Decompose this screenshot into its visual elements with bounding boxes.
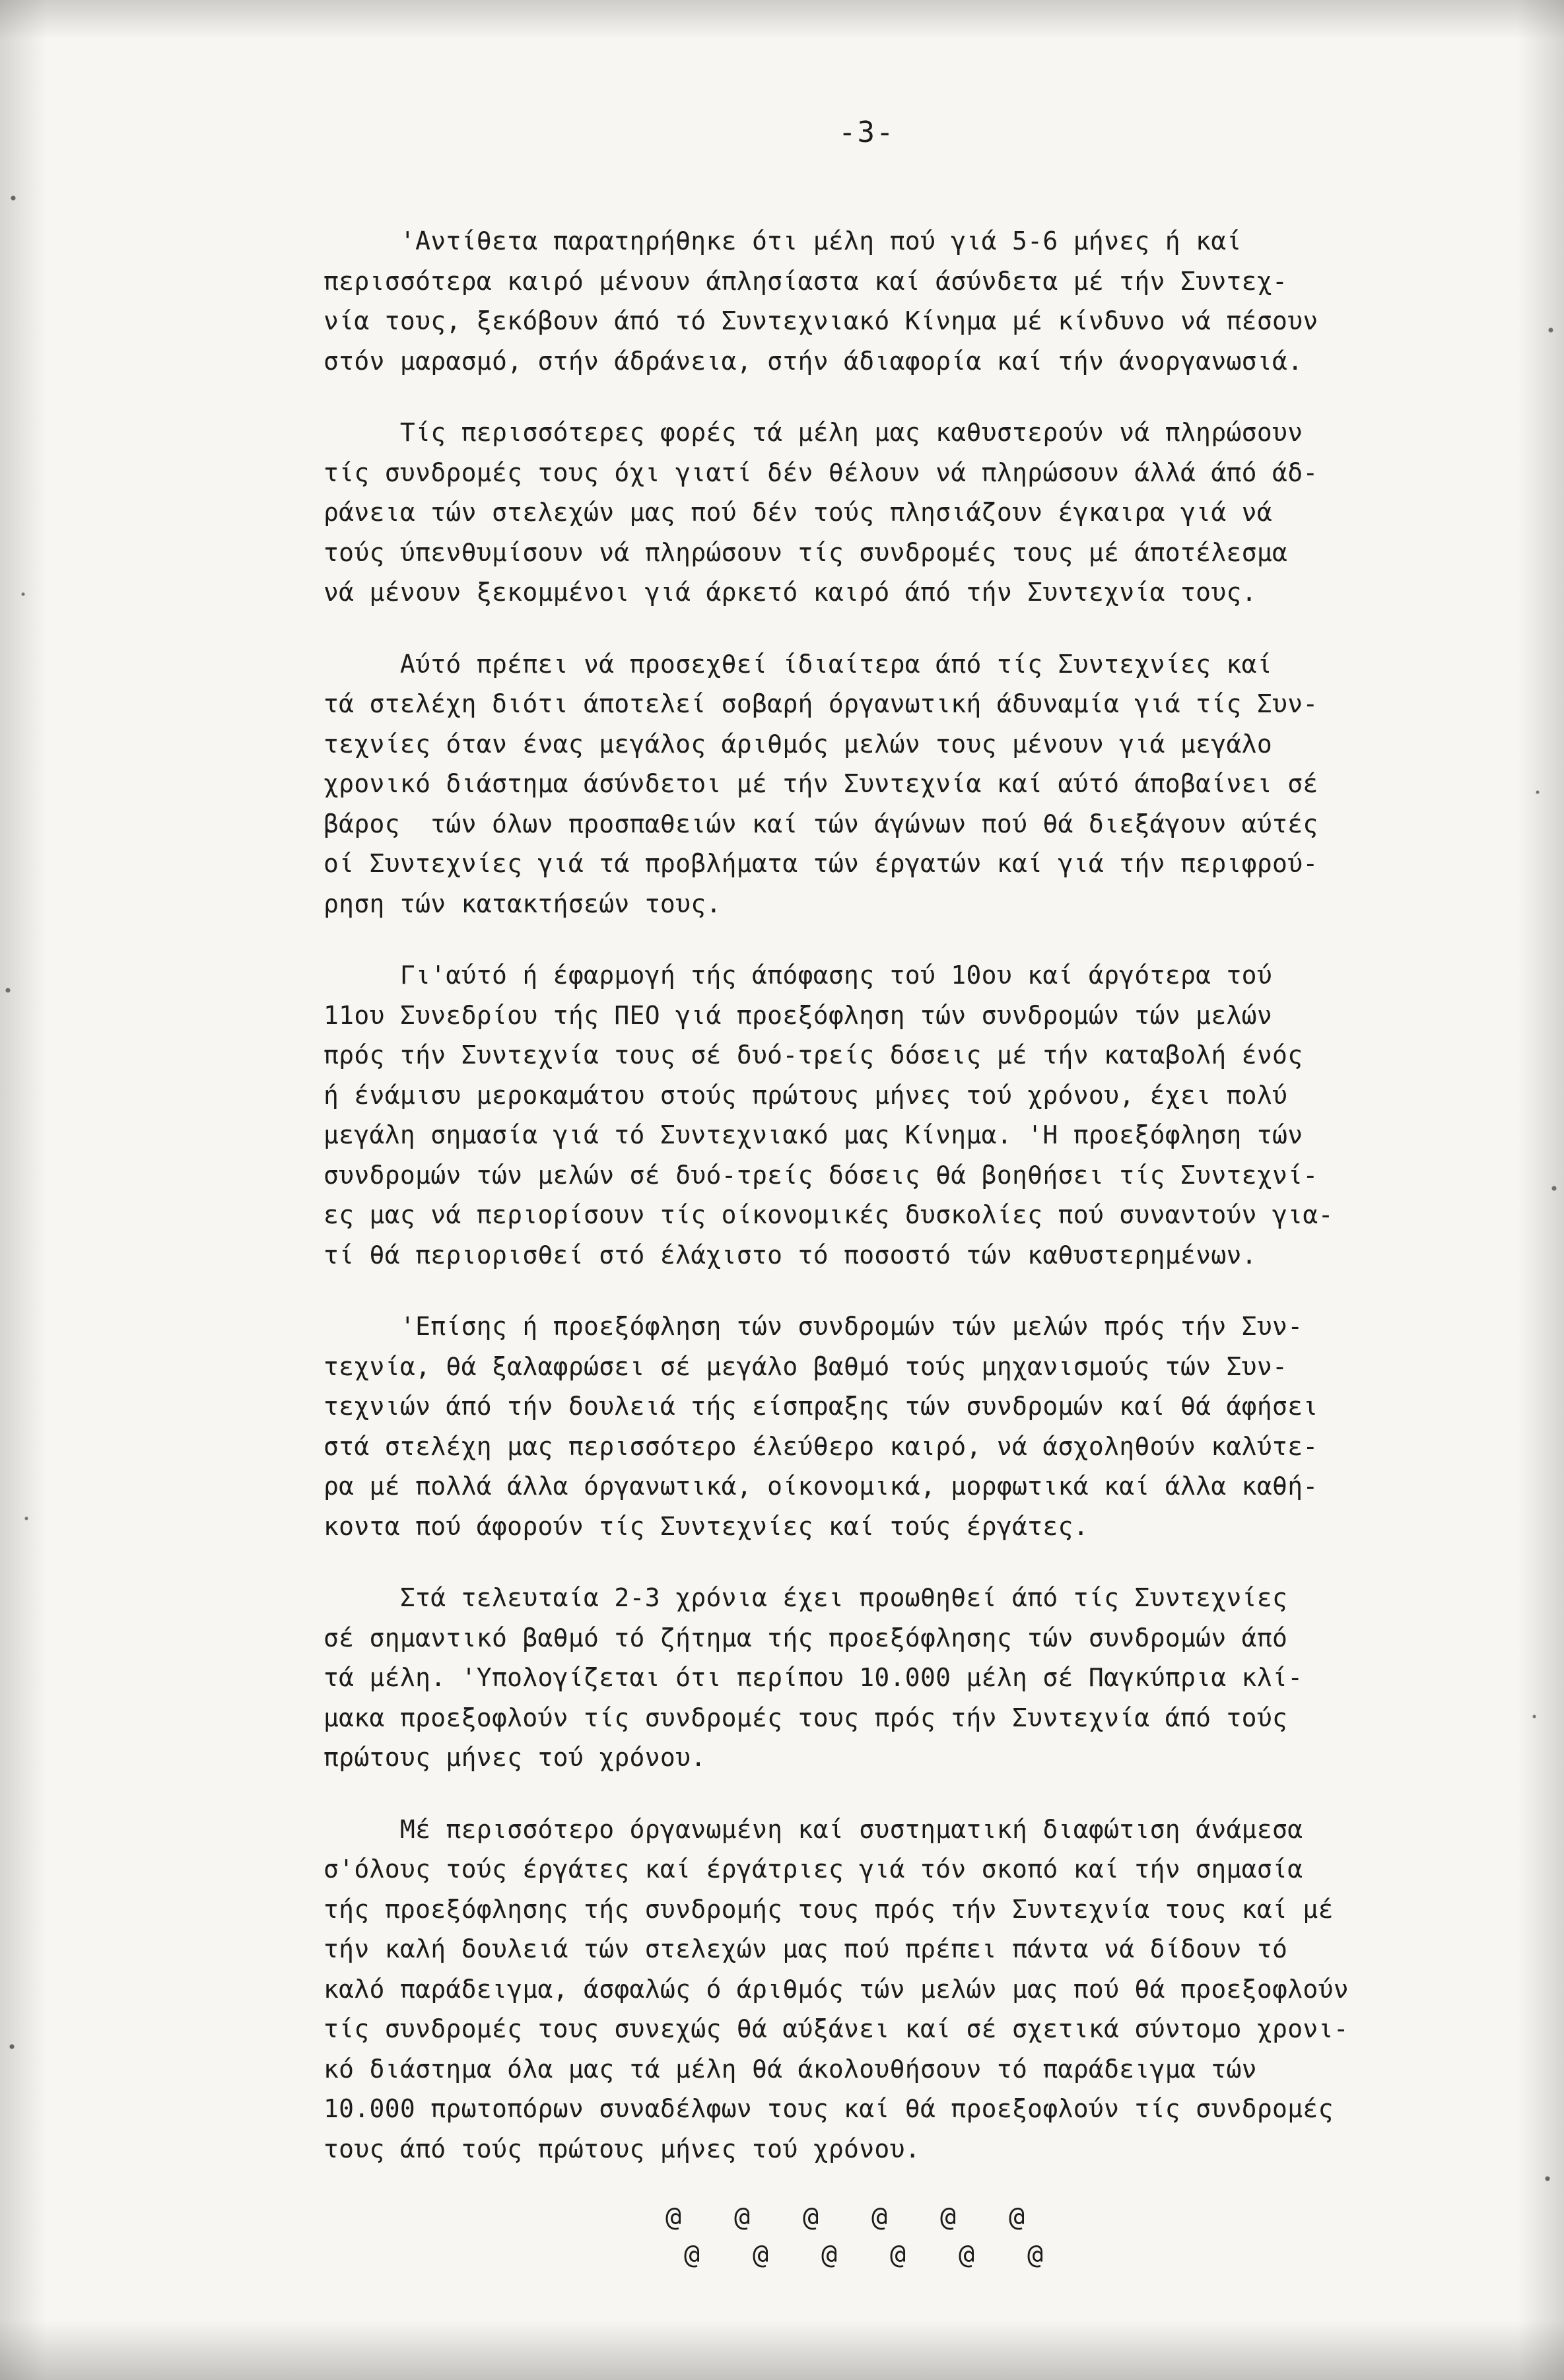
text-line: τους άπό τούς πρώτους μήνες τού χρόνου. xyxy=(323,2134,920,2163)
ornament-at-symbol: @ xyxy=(871,2202,888,2232)
ornament-at-symbol: @ xyxy=(958,2239,975,2270)
ornament-at-symbol: @ xyxy=(752,2239,769,2270)
text-line: Αύτό πρέπει νά προσεχθεί ίδιαίτερα άπό τίς Συντεχνίες καί xyxy=(323,649,1273,679)
ornament-at-symbol: @ xyxy=(665,2202,682,2232)
text-line: Στά τελευταία 2-3 χρόνια έχει προωθηθεί άπό τίς Συντεχνίες xyxy=(323,1583,1288,1612)
text-line: 'Επίσης ή προεξόφληση τών συνδρομών τών μελών πρός τήν Συν- xyxy=(323,1312,1303,1341)
text-line: βάρος τών όλων προσπαθειών καί τών άγώνων πού θά διεξάγουν αύτές xyxy=(323,809,1318,838)
ornament-at-symbol: @ xyxy=(802,2202,819,2232)
paragraph xyxy=(323,955,1485,1275)
text-line: τά στελέχη διότι άποτελεί σοβαρή όργανωτική άδυναμία γιά τίς Συν- xyxy=(323,689,1318,718)
text-line: στά στελέχη μας περισσότερο έλεύθερο καιρό, νά άσχοληθούν καλύτε- xyxy=(323,1431,1318,1461)
text-line: Τίς περισσότερες φορές τά μέλη μας καθυστερούν νά πληρώσουν xyxy=(323,418,1303,447)
text-line: 'Αντίθετα παρατηρήθηκε ότι μέλη πού γιά 5-6 μήνες ή καί xyxy=(323,226,1242,255)
text-line: χρονικό διάστημα άσύνδετοι μέ τήν Συντεχνία καί αύτό άποβαίνει σέ xyxy=(323,769,1318,798)
paragraph xyxy=(323,413,1485,613)
text-line: τεχνία, θά ξαλαφρώσει σέ μεγάλο βαθμό τούς μηχανισμούς τών Συν- xyxy=(323,1351,1288,1381)
ornament-at-symbol: @ xyxy=(683,2239,700,2270)
text-line: ρηση τών κατακτήσεών τους. xyxy=(323,889,722,918)
text-line: τούς ύπενθυμίσουν νά πληρώσουν τίς συνδρομές τους μέ άποτέλεσμα xyxy=(323,537,1288,567)
text-line: συνδρομών τών μελών σέ δυό-τρείς δόσεις θά βοηθήσει τίς Συντεχνί- xyxy=(323,1160,1318,1190)
text-line: μεγάλη σημασία γιά τό Συντεχνιακό μας Κίνημα. 'Η προεξόφληση τών xyxy=(323,1120,1303,1149)
text-line: νά μένουν ξεκομμένοι γιά άρκετό καιρό άπό τήν Συντεχνία τους. xyxy=(323,578,1257,607)
paragraph xyxy=(323,1810,1485,2169)
text-line: 11ου Συνεδρίου τής ΠΕΟ γιά προεξόφληση τών συνδρομών τών μελών xyxy=(323,1000,1273,1030)
text-line: τής προεξόφλησης τής συνδρομής τους πρός τήν Συντεχνία τους καί μέ xyxy=(323,1894,1334,1924)
text-line: τεχνίες όταν ένας μεγάλος άριθμός μελών τους μένουν γιά μεγάλο xyxy=(323,729,1273,759)
text-line: νία τους, ξεκόβουν άπό τό Συντεχνιακό Κίνημα μέ κίνδυνο νά πέσουν xyxy=(323,306,1318,335)
text-line: τίς συνδρομές τους όχι γιατί δέν θέλουν νά πληρώσουν άλλά άπό άδ- xyxy=(323,458,1318,487)
ornament-at-symbol: @ xyxy=(733,2202,751,2232)
ornament-at-symbol: @ xyxy=(889,2239,906,2270)
scan-edge-bottom xyxy=(0,2321,1564,2380)
paragraph xyxy=(323,221,1485,381)
text-line: τήν καλή δουλειά τών στελεχών μας πού πρέπει πάντα νά δίδουν τό xyxy=(323,1934,1288,1963)
text-line: ρα μέ πολλά άλλα όργανωτικά, οίκονομικά, μορφωτικά καί άλλα καθή- xyxy=(323,1472,1318,1501)
text-line: πρός τήν Συντεχνία τους σέ δυό-τρείς δόσεις μέ τήν καταβολή ένός xyxy=(323,1040,1303,1070)
text-line: τί θά περιορισθεί στό έλάχιστο τό ποσοστό τών καθυστερημένων. xyxy=(323,1240,1257,1270)
text-line: Μέ περισσότερο όργανωμένη καί συστηματική διαφώτιση άνάμεσα xyxy=(323,1814,1303,1844)
ornament-at-symbol: @ xyxy=(821,2239,838,2270)
text-line: Γι'αύτό ή έφαρμογή τής άπόφασης τού 10ου καί άργότερα τού xyxy=(323,961,1273,990)
text-line: τίς συνδρομές τους συνεχώς θά αύξάνει καί σέ σχετικά σύντομο χρονι- xyxy=(323,2014,1349,2043)
page-number: -3- xyxy=(838,116,895,149)
text-line: καλό παράδειγμα, άσφαλώς ό άριθμός τών μελών μας πού θά προεξοφλούν xyxy=(323,1974,1349,2004)
scan-edge-right xyxy=(1518,0,1564,2380)
ornament-row-2 xyxy=(679,2239,1048,2270)
text-line: μακα προεξοφλούν τίς συνδρομές τους πρός τήν Συντεχνία άπό τούς xyxy=(323,1703,1288,1732)
ornament-at-symbol: @ xyxy=(1027,2239,1044,2270)
text-line: τεχνιών άπό τήν δουλειά τής είσπραξης τών συνδρομών καί θά άφήσει xyxy=(323,1392,1318,1421)
scan-edge-top xyxy=(0,0,1564,40)
text-line: οί Συντεχνίες γιά τά προβλήματα τών έργατών καί γιά τήν περιφρού- xyxy=(323,849,1318,878)
body-text xyxy=(323,221,1485,2200)
text-line: ράνεια τών στελεχών μας πού δέν τούς πλησιάζουν έγκαιρα γιά νά xyxy=(323,498,1273,527)
text-line: τά μέλη. 'Υπολογίζεται ότι περίπου 10.000 μέλη σέ Παγκύπρια κλί- xyxy=(323,1663,1303,1692)
paragraph xyxy=(323,1307,1485,1546)
ornament-row-1 xyxy=(660,2202,1030,2232)
text-line: σέ σημαντικό βαθμό τό ζήτημα τής προεξόφλησης τών συνδρομών άπό xyxy=(323,1623,1288,1652)
text-line: ή ένάμισυ μεροκαμάτου στούς πρώτους μήνες τού χρόνου, έχει πολύ xyxy=(323,1080,1288,1110)
text-line: πρώτους μήνες τού χρόνου. xyxy=(323,1743,706,1772)
ornament-at-symbol: @ xyxy=(939,2202,957,2232)
text-line: κοντα πού άφορούν τίς Συντεχνίες καί τούς έργάτες. xyxy=(323,1511,1089,1541)
scan-edge-left xyxy=(0,0,46,2380)
text-line: ες μας νά περιορίσουν τίς οίκονομικές δυσκολίες πού συναντούν για- xyxy=(323,1200,1334,1229)
paragraph xyxy=(323,1578,1485,1778)
text-line: σ'όλους τούς έργάτες καί έργάτριες γιά τόν σκοπό καί τήν σημασία xyxy=(323,1854,1303,1884)
text-line: περισσότερα καιρό μένουν άπλησίαστα καί άσύνδετα μέ τήν Συντεχ- xyxy=(323,266,1288,296)
paragraph xyxy=(323,644,1485,924)
text-line: 10.000 πρωτοπόρων συναδέλφων τους καί θά προεξοφλούν τίς συνδρομές xyxy=(323,2094,1334,2123)
ornament-at-symbol: @ xyxy=(1008,2202,1025,2232)
text-line: κό διάστημα όλα μας τά μέλη θά άκολουθήσουν τό παράδειγμα τών xyxy=(323,2054,1257,2084)
text-line: στόν μαρασμό, στήν άδράνεια, στήν άδιαφορία καί τήν άνοργανωσιά. xyxy=(323,346,1303,376)
